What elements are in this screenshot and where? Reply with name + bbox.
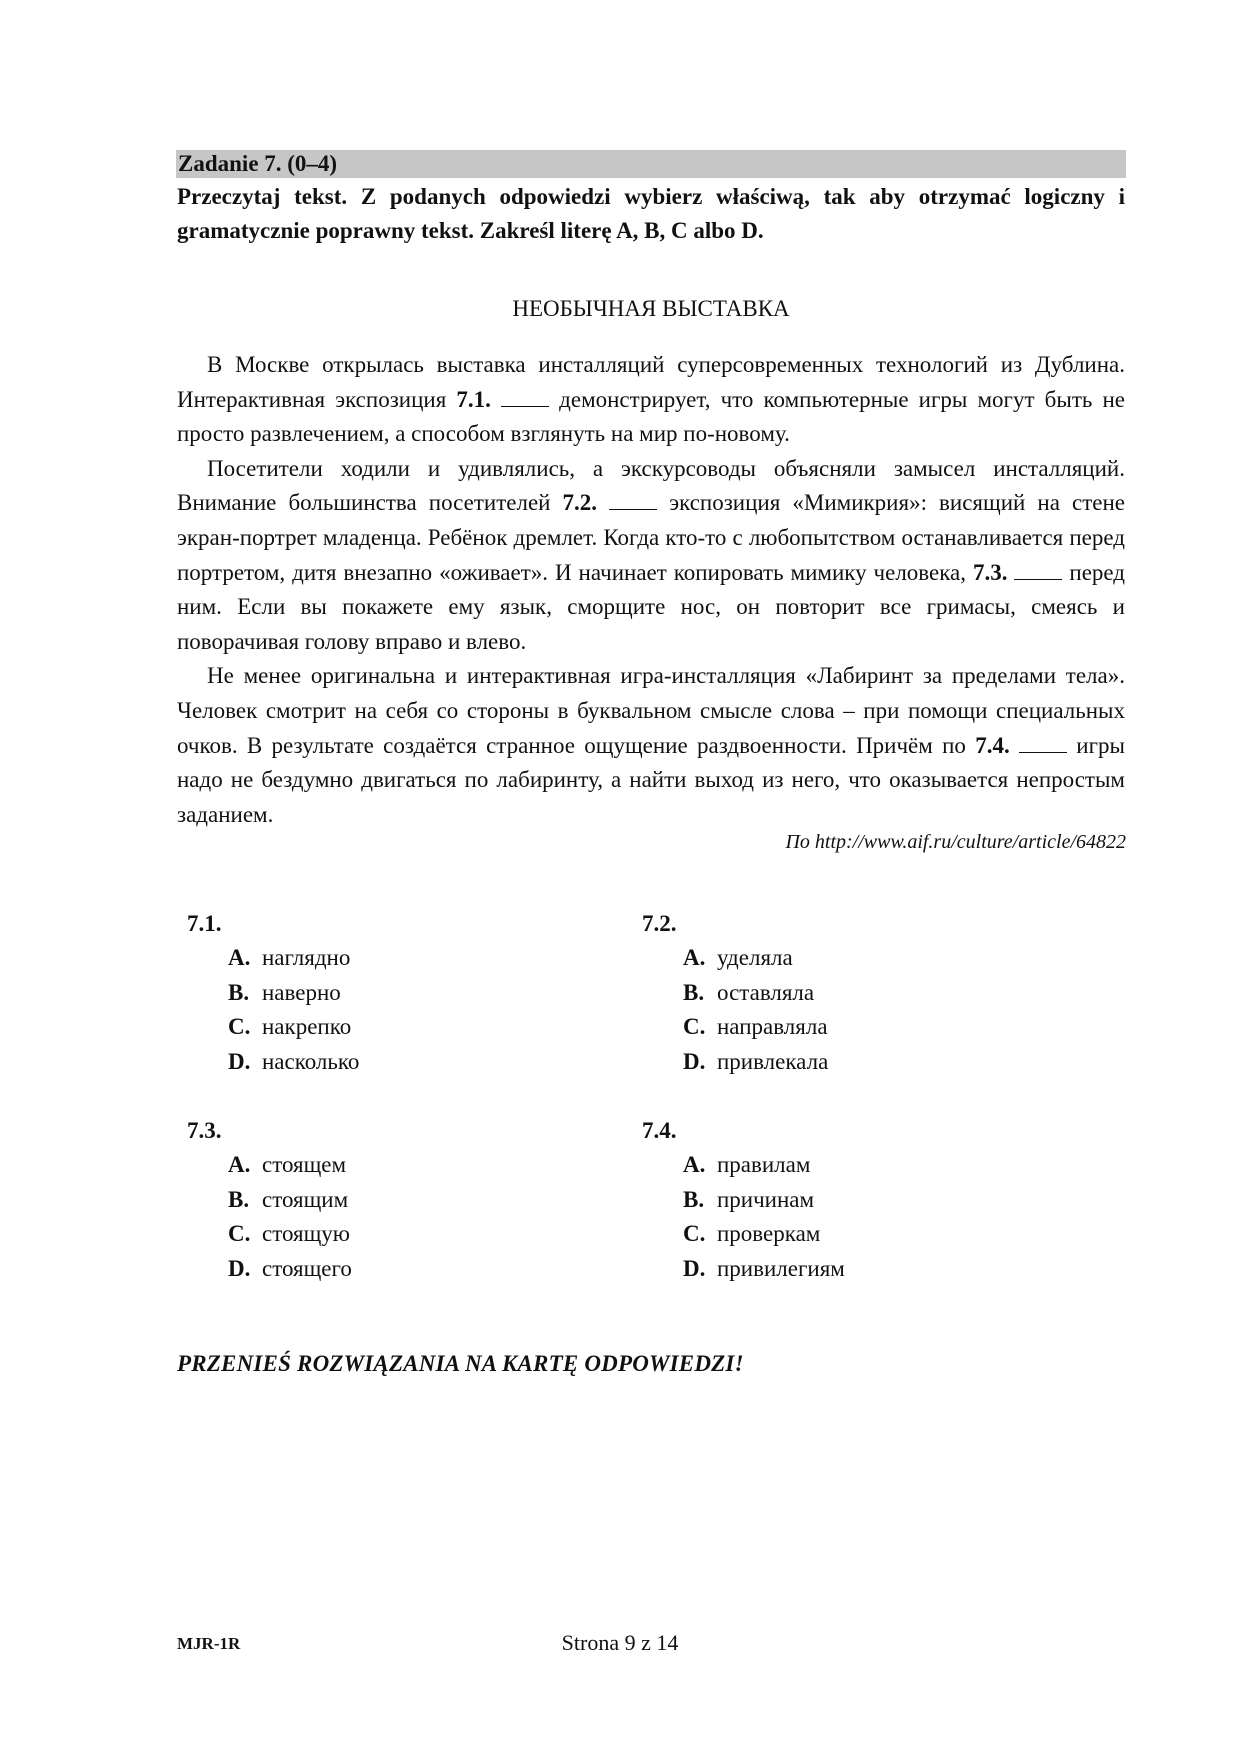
option-letter: B. (228, 979, 250, 1005)
option-text: привилегиям (717, 1255, 845, 1281)
option-letter: A. (228, 1152, 251, 1177)
paragraph-2 (177, 452, 1125, 660)
text-segment: Не менее оригинальна и интерактивная игра-инсталляция «Лабиринт за пределами тела». Человек смотрит на себя со стороны в буквальном смысле слова – при помощи специальных очков. В результате создаётся странное ощущение раздвоенности. Причём по (177, 663, 1125, 758)
text-segment: перед ним. Если вы покажете ему язык, сморщите нос, он повторит все гримасы, смеясь и поворачивая голову вправо и влево. (177, 559, 1126, 654)
option-b[interactable] (683, 1183, 845, 1218)
option-text: стоящим (262, 1186, 349, 1212)
option-letter: D. (228, 1255, 251, 1281)
option-d[interactable] (228, 1045, 359, 1080)
text-segment: Посетители ходили и удивлялись, а экскурсоводы объясняли замысел инсталляций. Внимание большинства посетителей (177, 455, 1125, 516)
option-text: стоящем (262, 1152, 347, 1177)
question-7-4 (642, 1114, 845, 1286)
task-instruction: Przeczytaj tekst. Z podanych odpowiedzi wybierz właściwą, tak aby otrzymać logiczny i gramatycznie poprawny tekst. Zakreśl literę A, B, C albo D. (177, 184, 1125, 243)
question-number: 7.1. (187, 911, 222, 936)
option-letter: A. (683, 1152, 706, 1177)
option-c[interactable] (683, 1010, 828, 1045)
option-b[interactable] (228, 1183, 352, 1218)
gap-blank (1014, 561, 1062, 580)
gap-number: 7.1. (456, 386, 491, 412)
option-text: насколько (262, 1048, 360, 1074)
option-a[interactable] (683, 1148, 845, 1183)
option-letter: B. (683, 1186, 705, 1212)
option-b[interactable] (683, 976, 828, 1011)
option-letter: D. (683, 1255, 706, 1281)
option-text: причинам (717, 1186, 815, 1212)
option-c[interactable] (228, 1217, 352, 1252)
final-instruction: PRZENIEŚ ROZWIĄZANIA NA KARTĘ ODPOWIEDZI! (177, 1351, 744, 1376)
gap-blank (609, 491, 657, 510)
option-text: наглядно (262, 945, 351, 970)
task-header: Zadanie 7. (0–4) (176, 150, 1126, 178)
exam-code: MJR-1R (177, 1634, 241, 1653)
option-letter: C. (228, 1221, 251, 1247)
source-citation: По http://www.aif.ru/culture/article/64822 (785, 831, 1126, 853)
option-b[interactable] (228, 976, 359, 1011)
question-number: 7.2. (642, 911, 677, 936)
option-letter: C. (683, 1014, 706, 1040)
paragraph-1 (177, 348, 1125, 452)
question-7-2 (642, 907, 828, 1079)
option-text: наверно (262, 979, 341, 1005)
option-letter: A. (683, 945, 706, 970)
gap-blank (1019, 734, 1067, 753)
question-7-3 (187, 1114, 352, 1286)
question-number: 7.3. (187, 1118, 222, 1143)
option-text: оставляла (717, 979, 815, 1005)
option-text: проверкам (717, 1221, 821, 1247)
option-text: направляла (717, 1014, 828, 1040)
option-c[interactable] (683, 1217, 845, 1252)
option-letter: D. (228, 1048, 251, 1074)
option-a[interactable] (228, 1148, 352, 1183)
option-text: накрепко (262, 1014, 352, 1040)
option-letter: A. (228, 945, 251, 970)
gap-number: 7.4. (975, 732, 1010, 758)
gap-number: 7.2. (562, 490, 598, 516)
option-c[interactable] (228, 1010, 359, 1045)
page-number: Strona 9 z 14 (561, 1630, 679, 1655)
option-letter: D. (683, 1048, 706, 1074)
article-body (177, 348, 1125, 832)
option-letter: C. (228, 1014, 251, 1040)
option-letter: B. (228, 1186, 250, 1212)
option-letter: B. (683, 979, 705, 1005)
gap-number: 7.3. (972, 559, 1008, 585)
text-segment: В Москве открылась выставка инсталляций суперсовременных технологий из Дублина. Интерактивная экспозиция (177, 352, 1125, 412)
option-text: стоящую (262, 1221, 350, 1247)
text-segment: экспозиция «Мимикрия»: висящий на стене экран-портрет младенца. Ребёнок дремлет. Когда кто-то с любопытством останавливается перед портретом, дитя внезапно «оживает». И начинает копировать мимику человека, (177, 490, 1125, 585)
question-number: 7.4. (642, 1118, 677, 1143)
text-segment: демонстрирует, что компьютерные игры могут быть не просто развлечением, а способом взглянуть на мир по-новому. (177, 386, 1125, 447)
option-text: стоящего (262, 1255, 352, 1281)
option-d[interactable] (683, 1252, 845, 1287)
question-7-1 (187, 907, 359, 1079)
paragraph-3 (177, 659, 1125, 832)
text-segment: игры надо не бездумно двигаться по лабиринту, а найти выход из него, что оказывается непростым заданием. (177, 732, 1126, 827)
option-a[interactable] (683, 941, 828, 976)
option-a[interactable] (228, 941, 359, 976)
gap-blank (501, 388, 549, 407)
option-text: уделяла (717, 945, 793, 970)
article-title: НЕОБЫЧНАЯ ВЫСТАВКА (512, 296, 790, 321)
option-text: привлекала (717, 1048, 829, 1074)
option-text: правилам (717, 1152, 811, 1177)
option-d[interactable] (683, 1045, 828, 1080)
option-d[interactable] (228, 1252, 352, 1287)
option-letter: C. (683, 1221, 706, 1247)
